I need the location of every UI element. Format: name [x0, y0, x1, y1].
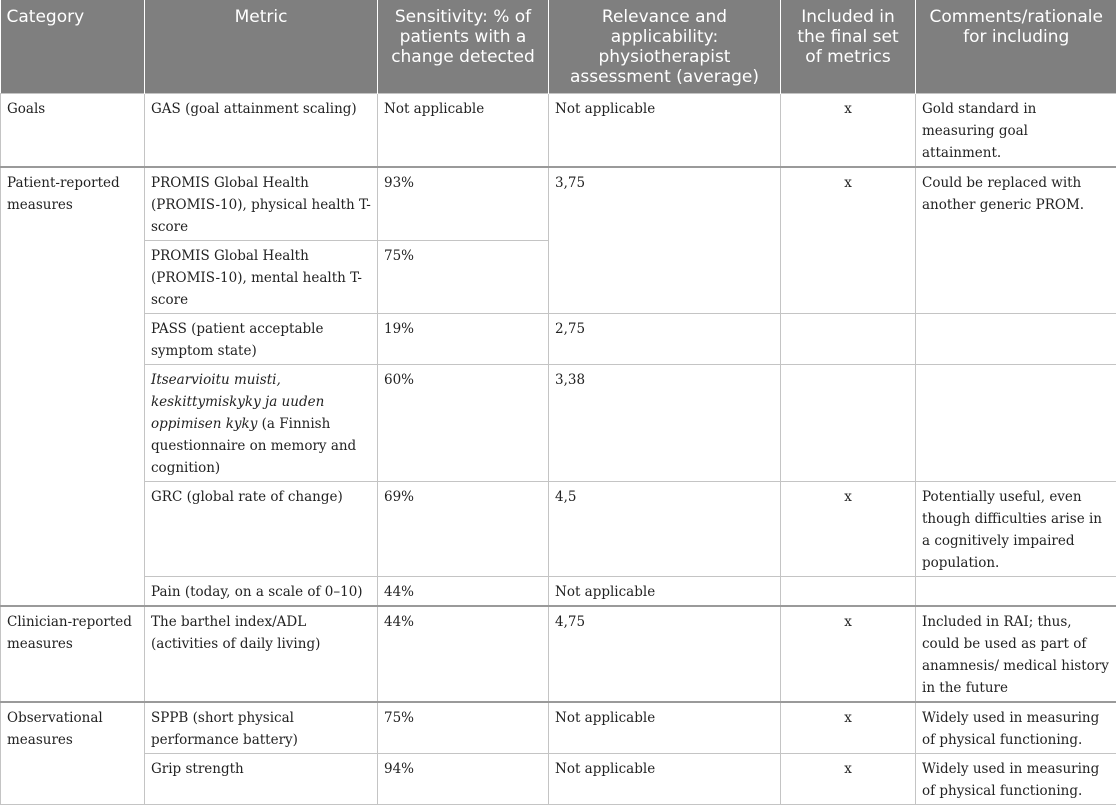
table-row: [1, 702, 1116, 754]
relevance-cell: 4,75: [549, 606, 781, 702]
metric-italic-text: Itsearvioitu muisti, keskittymiskyky ja uuden oppimisen kyky: [151, 372, 324, 432]
table-row: [1, 313, 1116, 364]
relevance-cell: Not applicable: [549, 702, 781, 754]
comments-cell: Widely used in measuring of physical functioning.: [916, 702, 1116, 754]
metric-cell: PROMIS Global Health (PROMIS-10), mental health T-score: [145, 240, 378, 313]
included-cell: x: [781, 702, 916, 754]
comments-cell: Potentially useful, even though difficulties arise in a cognitively impaired population.: [916, 481, 1116, 576]
comments-cell: Included in RAI; thus, could be used as part of anamnesis/ medical history in the future: [916, 606, 1116, 702]
sensitivity-cell: Not applicable: [378, 93, 549, 167]
comments-cell: Widely used in measuring of physical functioning.: [916, 753, 1116, 804]
sensitivity-cell: 19%: [378, 313, 549, 364]
metric-cell: GRC (global rate of change): [145, 481, 378, 576]
category-cell: Clinician-reported measures: [1, 606, 145, 702]
metric-cell: PROMIS Global Health (PROMIS-10), physical health T-score: [145, 167, 378, 241]
category-cell: Goals: [1, 93, 145, 167]
table-row: [1, 481, 1116, 576]
sensitivity-cell: 44%: [378, 606, 549, 702]
included-cell: x: [781, 606, 916, 702]
table-row: [1, 167, 1116, 241]
table-row: [1, 606, 1116, 702]
relevance-cell: 3,75: [549, 167, 781, 314]
relevance-cell: Not applicable: [549, 576, 781, 606]
metric-rest-text: (a Finnish questionnaire on memory and cognition): [151, 416, 356, 476]
metric-cell: The barthel index/ADL (activities of daily living): [145, 606, 378, 702]
header-relevance: Relevance and applicability: physiotherapist assessment (average): [549, 0, 781, 93]
included-cell: x: [781, 753, 916, 804]
comments-cell: Gold standard in measuring goal attainment.: [916, 93, 1116, 167]
category-cell: Observational measures: [1, 702, 145, 805]
table-row: [1, 576, 1116, 606]
comments-cell: [916, 364, 1116, 481]
relevance-cell: 4,5: [549, 481, 781, 576]
included-cell: x: [781, 481, 916, 576]
included-cell: [781, 313, 916, 364]
table-row: [1, 364, 1116, 481]
category-cell: Patient-reported measures: [1, 167, 145, 606]
sensitivity-cell: 93%: [378, 167, 549, 241]
metric-cell: Grip strength: [145, 753, 378, 804]
header-row: [1, 0, 1116, 93]
header-comments: Comments/rationale for including: [916, 0, 1116, 93]
relevance-cell: Not applicable: [549, 93, 781, 167]
included-cell: x: [781, 93, 916, 167]
sensitivity-cell: 75%: [378, 702, 549, 754]
sensitivity-cell: 75%: [378, 240, 549, 313]
included-cell: [781, 576, 916, 606]
relevance-cell: 2,75: [549, 313, 781, 364]
header-category: Category: [1, 0, 145, 93]
sensitivity-cell: 44%: [378, 576, 549, 606]
relevance-cell: Not applicable: [549, 753, 781, 804]
relevance-cell: 3,38: [549, 364, 781, 481]
included-cell: [781, 364, 916, 481]
metric-cell: Pain (today, on a scale of 0–10): [145, 576, 378, 606]
metric-cell: PASS (patient acceptable symptom state): [145, 313, 378, 364]
sensitivity-cell: 60%: [378, 364, 549, 481]
comments-cell: [916, 313, 1116, 364]
table-row: [1, 753, 1116, 804]
sensitivity-cell: 69%: [378, 481, 549, 576]
included-cell: x: [781, 167, 916, 314]
header-included: Included in the final set of metrics: [781, 0, 916, 93]
header-metric: Metric: [145, 0, 378, 93]
metric-cell: [145, 364, 378, 481]
metric-cell: SPPB (short physical performance battery): [145, 702, 378, 754]
comments-cell: Could be replaced with another generic PROM.: [916, 167, 1116, 314]
metric-cell: GAS (goal attainment scaling): [145, 93, 378, 167]
comments-cell: [916, 576, 1116, 606]
sensitivity-cell: 94%: [378, 753, 549, 804]
table-row: [1, 93, 1116, 167]
header-sensitivity: Sensitivity: % of patients with a change detected: [378, 0, 549, 93]
